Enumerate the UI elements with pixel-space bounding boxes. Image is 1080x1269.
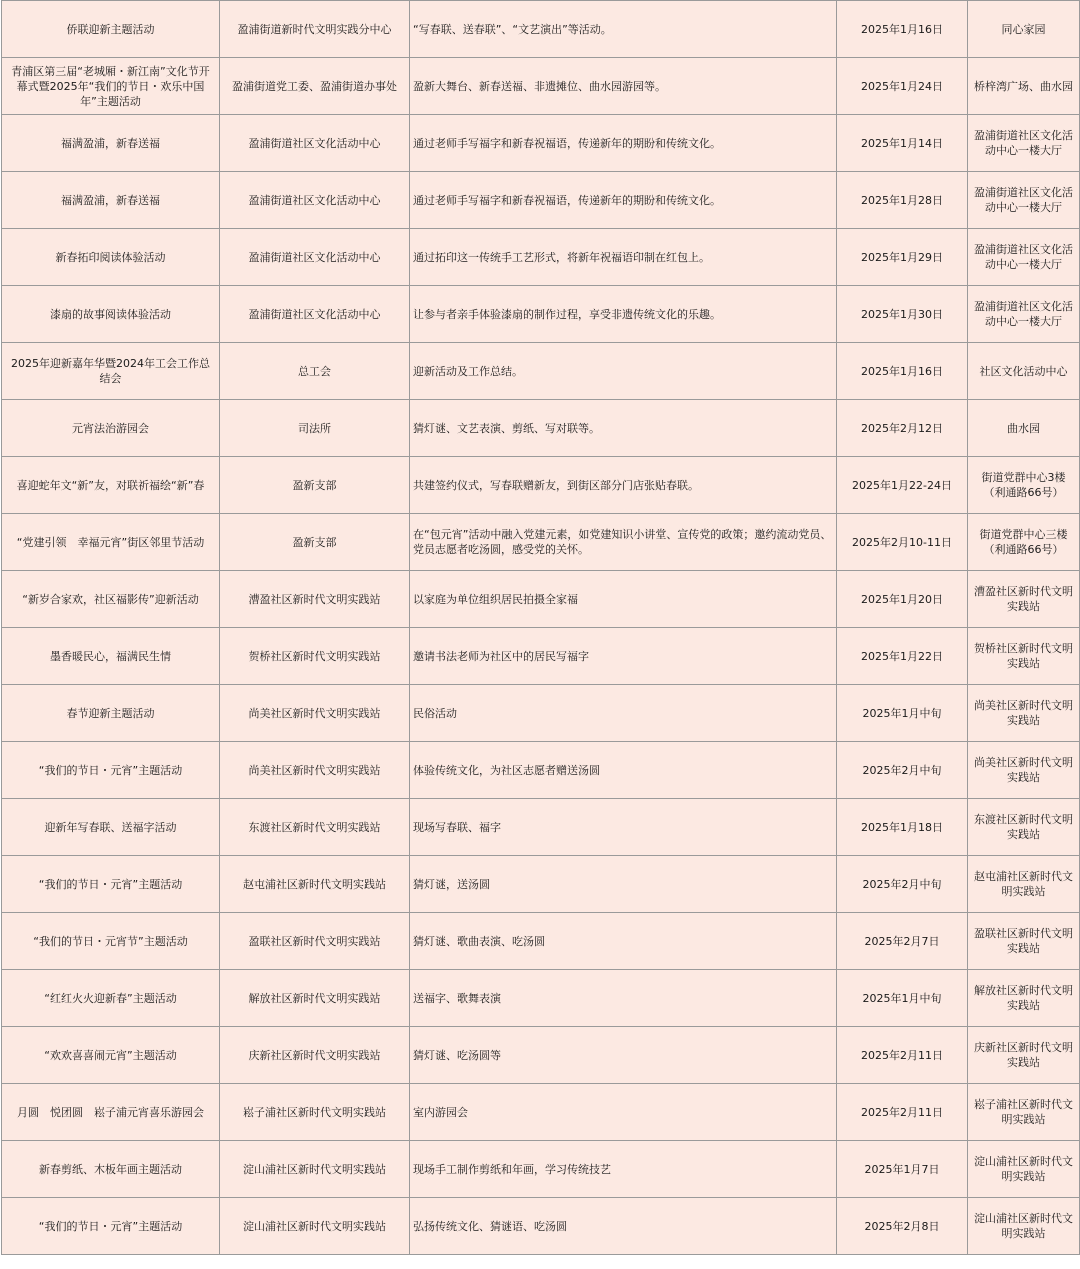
table-row <box>2 913 1080 970</box>
organizer-cell: 尚美社区新时代文明实践站 <box>220 685 410 742</box>
content-cell: 猜灯谜、歌曲表演、吃汤圆 <box>410 913 837 970</box>
date-cell: 2025年1月中旬 <box>837 970 968 1027</box>
organizer-cell: 贺桥社区新时代文明实践站 <box>220 628 410 685</box>
date-cell: 2025年2月11日 <box>837 1084 968 1141</box>
venue-cell: 淀山浦社区新时代文明实践站 <box>968 1198 1080 1255</box>
event-table <box>1 0 1080 1255</box>
event-name-cell: “欢欢喜喜闹元宵”主题活动 <box>2 1027 220 1084</box>
venue-cell: 曲水园 <box>968 400 1080 457</box>
organizer-cell: 东渡社区新时代文明实践站 <box>220 799 410 856</box>
venue-cell: 盈浦街道社区文化活动中心一楼大厅 <box>968 172 1080 229</box>
venue-cell: 崧子浦社区新时代文明实践站 <box>968 1084 1080 1141</box>
date-cell: 2025年2月中旬 <box>837 856 968 913</box>
venue-cell: 盈浦街道社区文化活动中心一楼大厅 <box>968 229 1080 286</box>
organizer-cell: 盈浦街道社区文化活动中心 <box>220 172 410 229</box>
content-cell: 迎新活动及工作总结。 <box>410 343 837 400</box>
date-cell: 2025年2月12日 <box>837 400 968 457</box>
event-name-cell: “红红火火迎新春”主题活动 <box>2 970 220 1027</box>
date-cell: 2025年2月10-11日 <box>837 514 968 571</box>
venue-cell: 淀山浦社区新时代文明实践站 <box>968 1141 1080 1198</box>
event-name-cell: 月圆 悦团圆 崧子浦元宵喜乐游园会 <box>2 1084 220 1141</box>
date-cell: 2025年1月20日 <box>837 571 968 628</box>
venue-cell: 贺桥社区新时代文明实践站 <box>968 628 1080 685</box>
venue-cell: 漕盈社区新时代文明实践站 <box>968 571 1080 628</box>
table-row <box>2 685 1080 742</box>
table-row <box>2 514 1080 571</box>
organizer-cell: 赵屯浦社区新时代文明实践站 <box>220 856 410 913</box>
organizer-cell: 尚美社区新时代文明实践站 <box>220 742 410 799</box>
table-row <box>2 571 1080 628</box>
organizer-cell: 盈浦街道社区文化活动中心 <box>220 229 410 286</box>
table-row <box>2 799 1080 856</box>
venue-cell: 社区文化活动中心 <box>968 343 1080 400</box>
table-row <box>2 400 1080 457</box>
event-name-cell: 2025年迎新嘉年华暨2024年工会工作总结会 <box>2 343 220 400</box>
event-name-cell: “新岁合家欢，社区福影传”迎新活动 <box>2 571 220 628</box>
event-name-cell: “我们的节日・元宵”主题活动 <box>2 856 220 913</box>
venue-cell: 尚美社区新时代文明实践站 <box>968 742 1080 799</box>
content-cell: 送福字、歌舞表演 <box>410 970 837 1027</box>
content-cell: 体验传统文化，为社区志愿者赠送汤圆 <box>410 742 837 799</box>
event-name-cell: “党建引领 幸福元宵”街区邻里节活动 <box>2 514 220 571</box>
content-cell: 以家庭为单位组织居民拍摄全家福 <box>410 571 837 628</box>
date-cell: 2025年1月30日 <box>837 286 968 343</box>
date-cell: 2025年2月7日 <box>837 913 968 970</box>
table-row <box>2 856 1080 913</box>
organizer-cell: 淀山浦社区新时代文明实践站 <box>220 1198 410 1255</box>
venue-cell: 东渡社区新时代文明实践站 <box>968 799 1080 856</box>
table-row <box>2 58 1080 115</box>
table-row <box>2 970 1080 1027</box>
date-cell: 2025年1月7日 <box>837 1141 968 1198</box>
venue-cell: 赵屯浦社区新时代文明实践站 <box>968 856 1080 913</box>
content-cell: “写春联、送春联”、“文艺演出”等活动。 <box>410 1 837 58</box>
date-cell: 2025年1月24日 <box>837 58 968 115</box>
table-row <box>2 742 1080 799</box>
date-cell: 2025年1月16日 <box>837 1 968 58</box>
event-name-cell: 新春拓印阅读体验活动 <box>2 229 220 286</box>
table-row <box>2 172 1080 229</box>
date-cell: 2025年1月29日 <box>837 229 968 286</box>
organizer-cell: 盈浦街道社区文化活动中心 <box>220 115 410 172</box>
organizer-cell: 盈新支部 <box>220 457 410 514</box>
date-cell: 2025年1月22日 <box>837 628 968 685</box>
event-name-cell: 元宵法治游园会 <box>2 400 220 457</box>
content-cell: 盈新大舞台、新春送福、非遗摊位、曲水园游园等。 <box>410 58 837 115</box>
date-cell: 2025年1月16日 <box>837 343 968 400</box>
date-cell: 2025年1月中旬 <box>837 685 968 742</box>
table-row <box>2 457 1080 514</box>
table-row <box>2 1198 1080 1255</box>
venue-cell: 盈浦街道社区文化活动中心一楼大厅 <box>968 115 1080 172</box>
content-cell: 民俗活动 <box>410 685 837 742</box>
content-cell: 弘扬传统文化、猜谜语、吃汤圆 <box>410 1198 837 1255</box>
venue-cell: 盈联社区新时代文明实践站 <box>968 913 1080 970</box>
organizer-cell: 盈浦街道党工委、盈浦街道办事处 <box>220 58 410 115</box>
content-cell: 共建签约仪式，写春联赠新友，到街区部分门店张贴春联。 <box>410 457 837 514</box>
venue-cell: 盈浦街道社区文化活动中心一楼大厅 <box>968 286 1080 343</box>
content-cell: 猜灯谜，送汤圆 <box>410 856 837 913</box>
event-name-cell: 迎新年写春联、送福字活动 <box>2 799 220 856</box>
event-name-cell: 喜迎蛇年文“新”友，对联祈福绘“新”春 <box>2 457 220 514</box>
content-cell: 通过老师手写福字和新春祝福语，传递新年的期盼和传统文化。 <box>410 172 837 229</box>
table-row <box>2 229 1080 286</box>
venue-cell: 解放社区新时代文明实践站 <box>968 970 1080 1027</box>
content-cell: 现场手工制作剪纸和年画，学习传统技艺 <box>410 1141 837 1198</box>
event-name-cell: “我们的节日・元宵”主题活动 <box>2 742 220 799</box>
organizer-cell: 漕盈社区新时代文明实践站 <box>220 571 410 628</box>
date-cell: 2025年2月中旬 <box>837 742 968 799</box>
table-row <box>2 1 1080 58</box>
event-name-cell: 福满盈浦，新春送福 <box>2 172 220 229</box>
organizer-cell: 盈浦街道社区文化活动中心 <box>220 286 410 343</box>
date-cell: 2025年1月28日 <box>837 172 968 229</box>
date-cell: 2025年1月18日 <box>837 799 968 856</box>
date-cell: 2025年1月14日 <box>837 115 968 172</box>
table-row <box>2 115 1080 172</box>
organizer-cell: 庆新社区新时代文明实践站 <box>220 1027 410 1084</box>
event-name-cell: 侨联迎新主题活动 <box>2 1 220 58</box>
organizer-cell: 总工会 <box>220 343 410 400</box>
event-name-cell: 春节迎新主题活动 <box>2 685 220 742</box>
event-name-cell: 新春剪纸、木板年画主题活动 <box>2 1141 220 1198</box>
event-rows <box>2 1 1080 1255</box>
content-cell: 现场写春联、福字 <box>410 799 837 856</box>
organizer-cell: 淀山浦社区新时代文明实践站 <box>220 1141 410 1198</box>
organizer-cell: 司法所 <box>220 400 410 457</box>
content-cell: 室内游园会 <box>410 1084 837 1141</box>
event-name-cell: 青浦区第三届“老城厢・新江南”文化节开幕式暨2025年“我们的节日・欢乐中国年”主题活动 <box>2 58 220 115</box>
venue-cell: 街道党群中心3楼（利通路66号） <box>968 457 1080 514</box>
organizer-cell: 崧子浦社区新时代文明实践站 <box>220 1084 410 1141</box>
date-cell: 2025年2月11日 <box>837 1027 968 1084</box>
venue-cell: 街道党群中心三楼（利通路66号） <box>968 514 1080 571</box>
table-row <box>2 286 1080 343</box>
event-name-cell: 墨香暖民心，福满民生情 <box>2 628 220 685</box>
table-row <box>2 1084 1080 1141</box>
content-cell: 让参与者亲手体验漆扇的制作过程，享受非遗传统文化的乐趣。 <box>410 286 837 343</box>
content-cell: 猜灯谜、文艺表演、剪纸、写对联等。 <box>410 400 837 457</box>
organizer-cell: 盈联社区新时代文明实践站 <box>220 913 410 970</box>
content-cell: 在“包元宵”活动中融入党建元素，如党建知识小讲堂、宣传党的政策；邀约流动党员、党员志愿者吃汤圆，感受党的关怀。 <box>410 514 837 571</box>
content-cell: 通过老师手写福字和新春祝福语，传递新年的期盼和传统文化。 <box>410 115 837 172</box>
venue-cell: 尚美社区新时代文明实践站 <box>968 685 1080 742</box>
event-name-cell: 漆扇的故事阅读体验活动 <box>2 286 220 343</box>
content-cell: 通过拓印这一传统手工艺形式，将新年祝福语印制在红包上。 <box>410 229 837 286</box>
venue-cell: 同心家园 <box>968 1 1080 58</box>
table-row <box>2 1141 1080 1198</box>
event-name-cell: “我们的节日・元宵节”主题活动 <box>2 913 220 970</box>
table-row <box>2 628 1080 685</box>
organizer-cell: 盈浦街道新时代文明实践分中心 <box>220 1 410 58</box>
table-row <box>2 1027 1080 1084</box>
organizer-cell: 解放社区新时代文明实践站 <box>220 970 410 1027</box>
event-name-cell: 福满盈浦，新春送福 <box>2 115 220 172</box>
date-cell: 2025年2月8日 <box>837 1198 968 1255</box>
venue-cell: 桥梓湾广场、曲水园 <box>968 58 1080 115</box>
table-row <box>2 343 1080 400</box>
content-cell: 邀请书法老师为社区中的居民写福字 <box>410 628 837 685</box>
venue-cell: 庆新社区新时代文明实践站 <box>968 1027 1080 1084</box>
date-cell: 2025年1月22-24日 <box>837 457 968 514</box>
event-name-cell: “我们的节日・元宵”主题活动 <box>2 1198 220 1255</box>
content-cell: 猜灯谜、吃汤圆等 <box>410 1027 837 1084</box>
organizer-cell: 盈新支部 <box>220 514 410 571</box>
